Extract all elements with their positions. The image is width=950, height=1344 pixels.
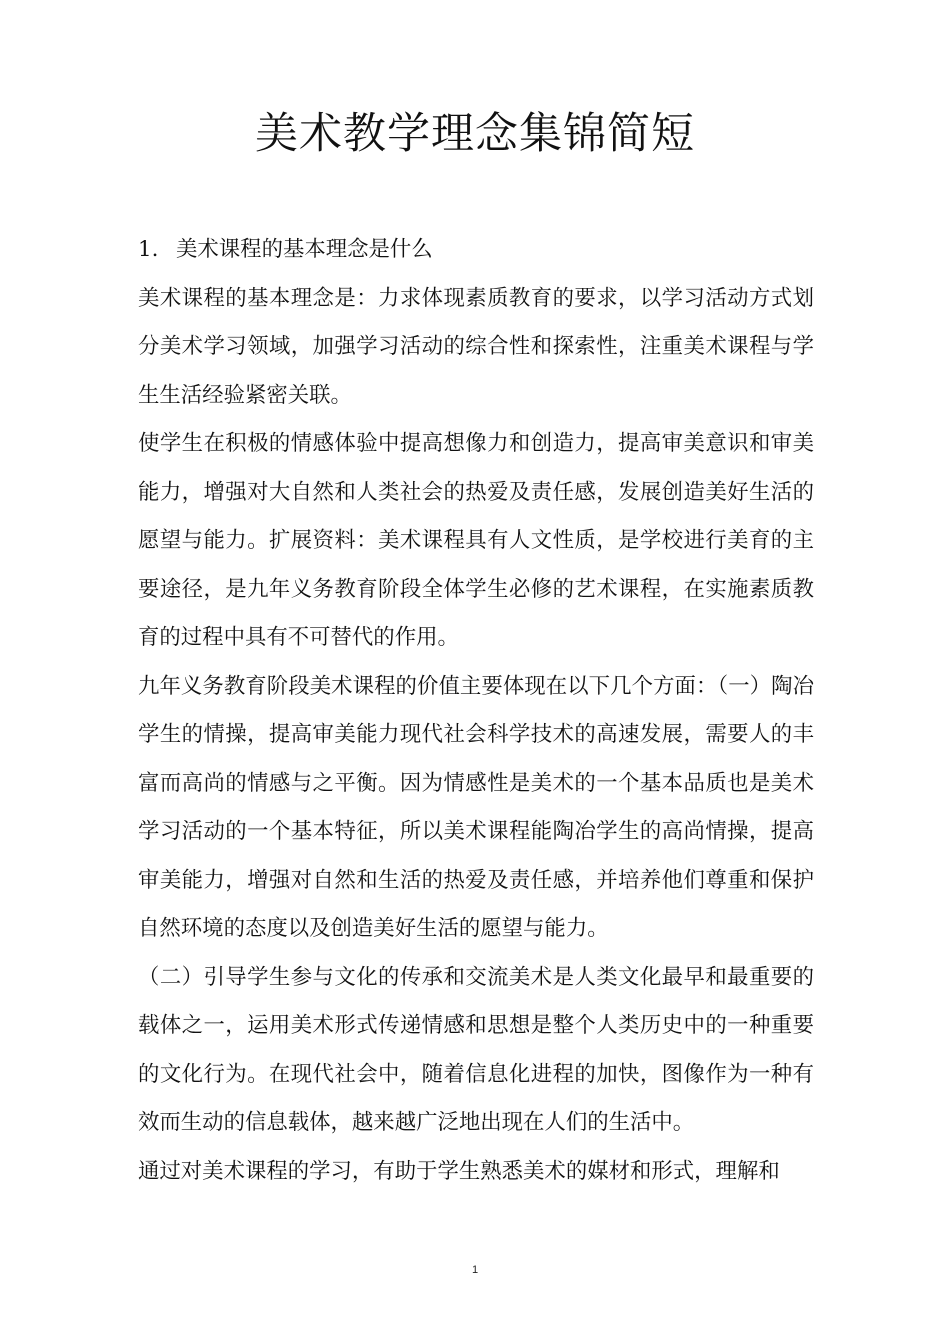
section-heading-text: 美术课程的基本理念是什么 <box>176 237 433 262</box>
document-body <box>138 226 814 1196</box>
paragraph-value-two: （二）引导学生参与文化的传承和交流美术是人类文化最早和最重要的载体之一，运用美术形式传递情感和思想是整个人类历史中的一种重要的文化行为。在现代社会中，随着信息化进程的加快，图像作为一种有效而生动的信息载体，越来越广泛地出现在人们的生活中。 <box>138 964 814 1135</box>
paragraph-continued: 通过对美术课程的学习，有助于学生熟悉美术的媒材和形式，理解和 <box>138 1158 780 1184</box>
paragraph-value-one: 九年义务教育阶段美术课程的价值主要体现在以下几个方面：（一）陶冶学生的情操，提高审美能力现代社会科学技术的高速发展，需要人的丰富而高尚的情感与之平衡。因为情感性是美术的一个基本品质也是美术学习活动的一个基本特征，所以美术课程能陶冶学生的高尚情操，提高审美能力，增强对自然和生活的热爱及责任感，并培养他们尊重和保护自然环境的态度以及创造美好生活的愿望与能力。 <box>138 673 814 941</box>
section-number: 1. <box>138 237 159 262</box>
section-heading <box>138 226 814 275</box>
page-number: 1 <box>471 1264 479 1276</box>
paragraph-basic-concept: 美术课程的基本理念是：力求体现素质教育的要求，以学习活动方式划分美术学习领域，加强学习活动的综合性和探索性，注重美术课程与学生生活经验紧密关联。 <box>138 285 814 408</box>
paragraph-student-experience: 使学生在积极的情感体验中提高想像力和创造力，提高审美意识和审美能力，增强对大自然和人类社会的热爱及责任感，发展创造美好生活的愿望与能力。扩展资料：美术课程具有人文性质，是学校进行美育的主要途径，是九年义务教育阶段全体学生必修的艺术课程，在实施素质教育的过程中具有不可替代的作用。 <box>138 431 814 650</box>
document-title: 美术教学理念集锦简短 <box>255 109 695 159</box>
